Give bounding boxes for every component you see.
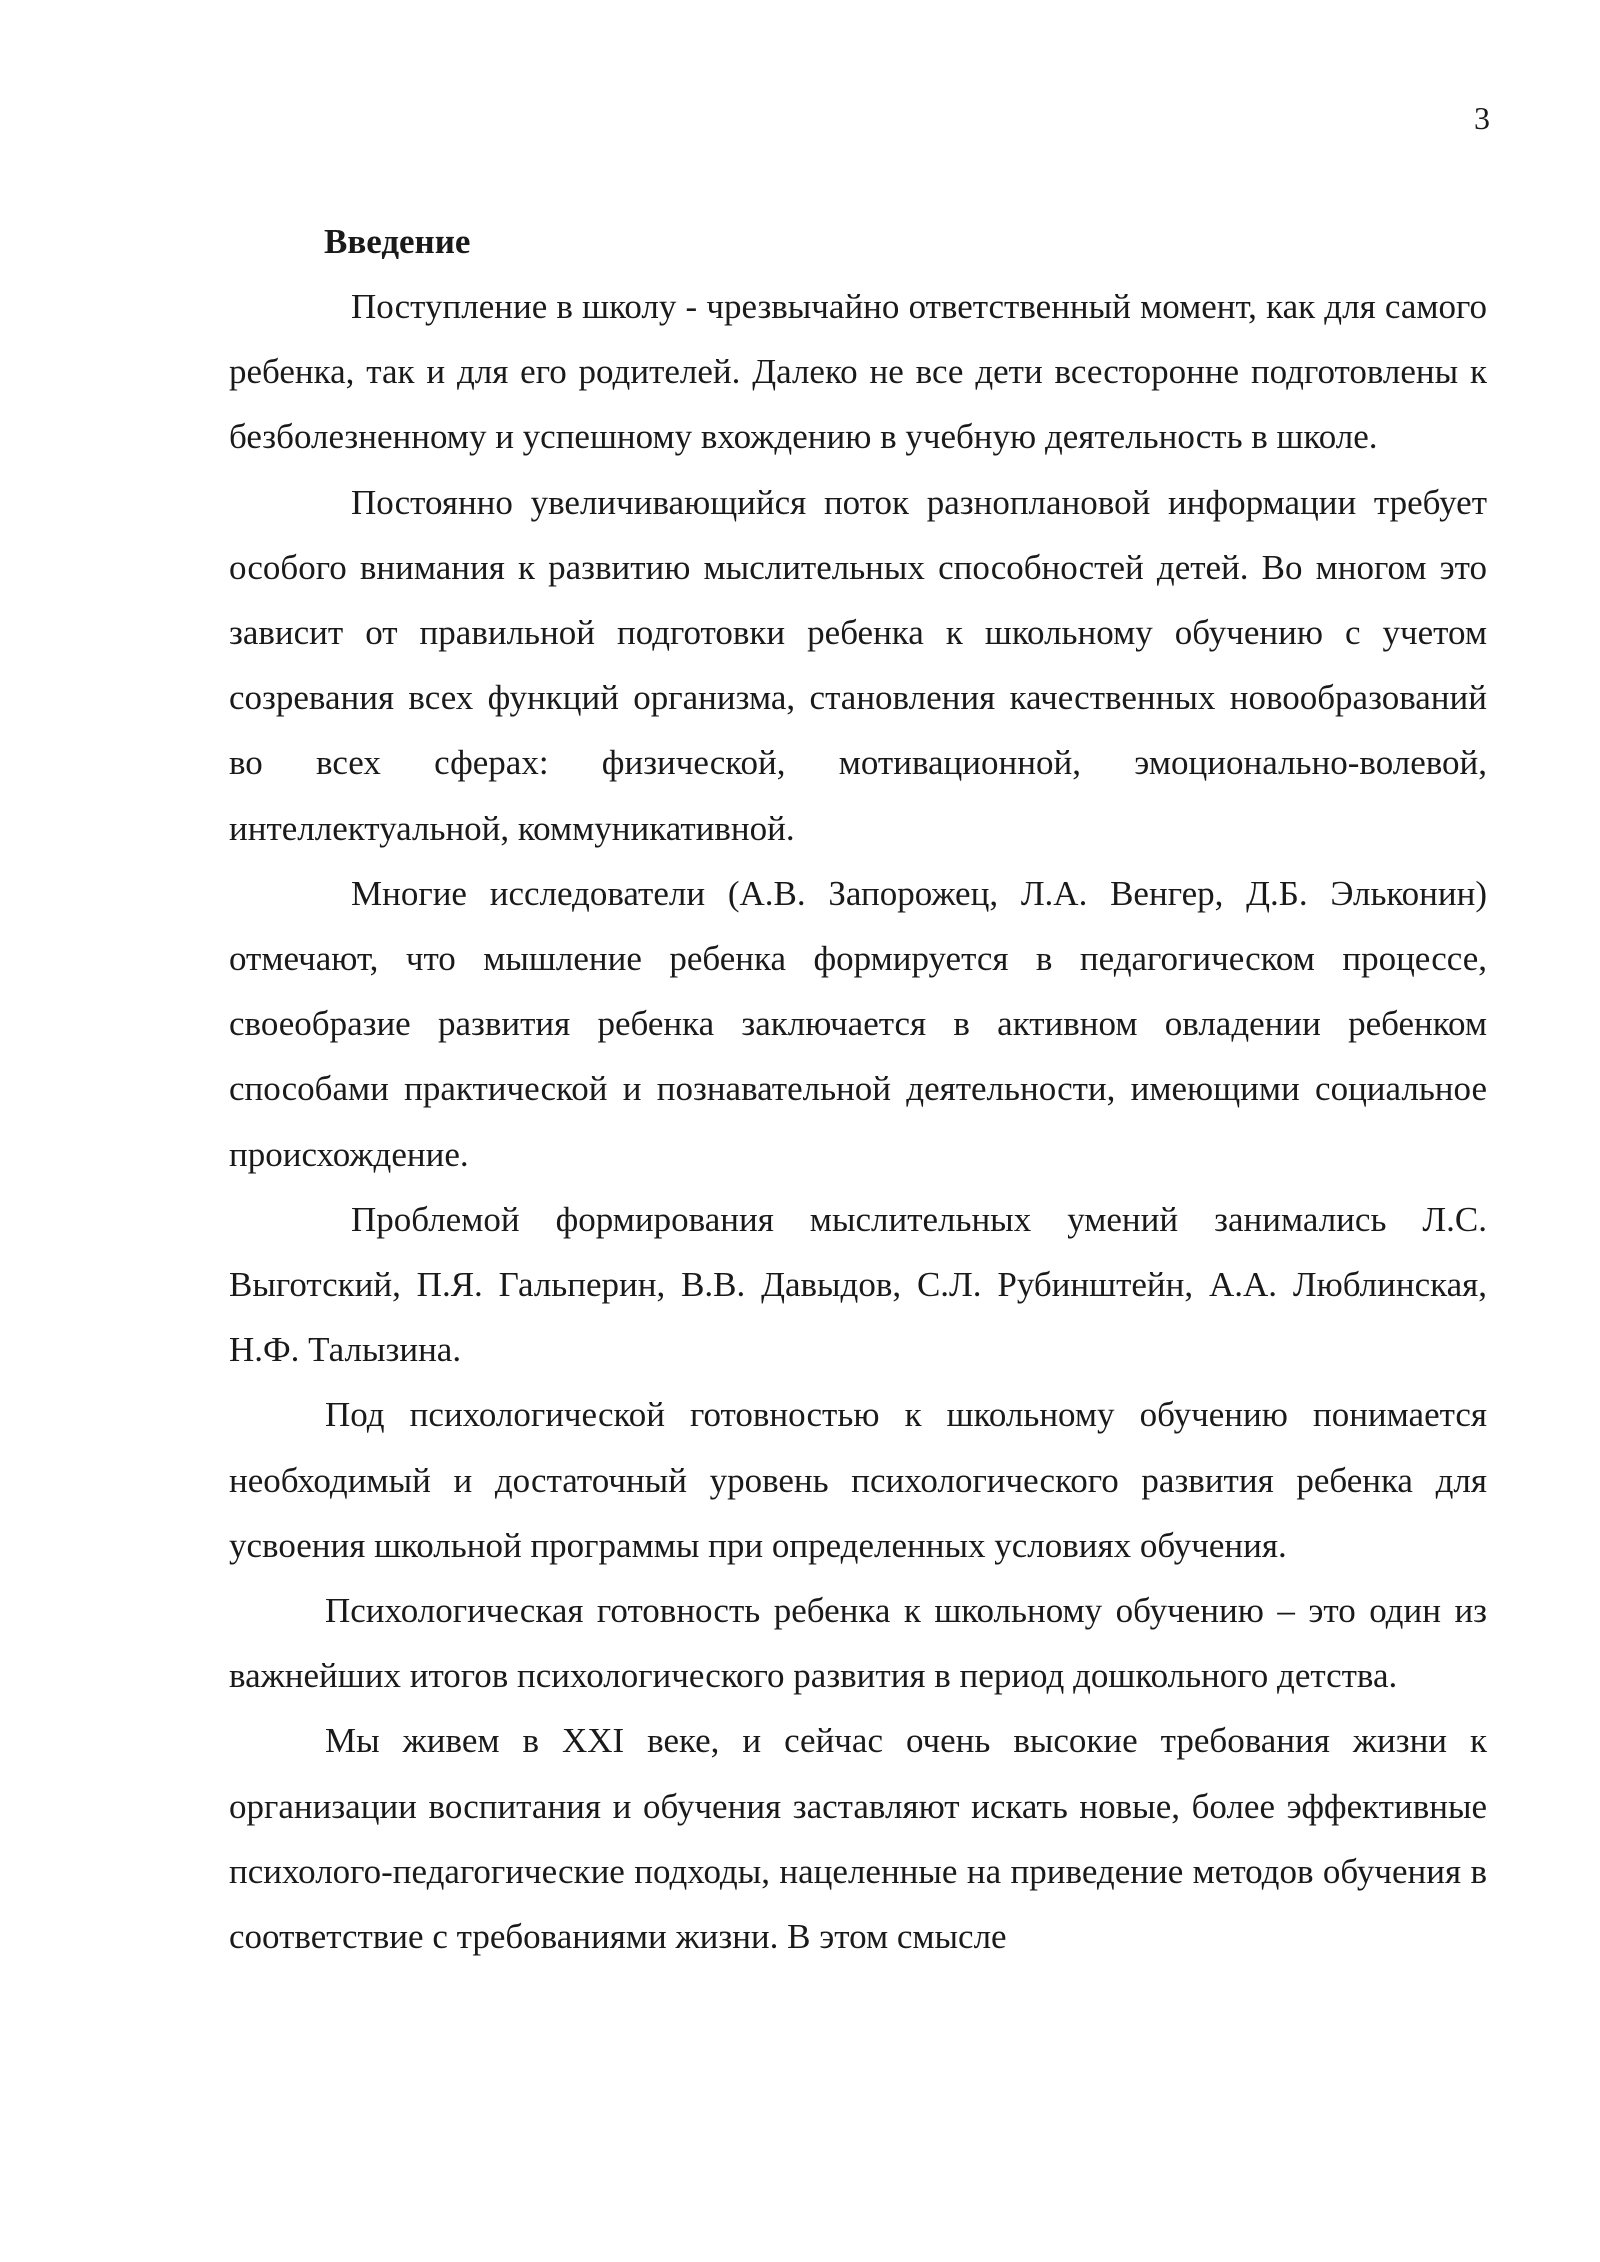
paragraph-4: Проблемой формирования мыслительных умений занимались Л.С. Выготский, П.Я. Гальперин, В.В. Давыдов, С.Л. Рубинштейн, А.А. Люблинская, Н.Ф. Талызина. — [229, 1199, 1487, 1370]
page-number: 3 — [1474, 100, 1490, 136]
paragraph-5: Под психологической готовностью к школьному обучению понимается необходимый и достаточный уровень психологического развития ребенка для усвоения школьной программы при определенных условиях обучения. — [229, 1395, 1487, 1565]
section-heading: Введение — [324, 222, 471, 261]
paragraph-7: Мы живем в XXI веке, и сейчас очень высокие требования жизни к организации воспитания и обучения заставляют искать новые, более эффективные психолого-педагогические подходы, нацеленные на приведение методов обучения в соответствие с требованиями жизни. В этом смысле — [229, 1721, 1487, 1957]
paragraph-1: Поступление в школу - чрезвычайно ответственный момент, как для самого ребенка, так и для его родителей. Далеко не все дети всесторонне подготовлены к безболезненному и успешному вхождению в учебную деятельность в школе. — [229, 287, 1487, 457]
paragraph-6: Психологическая готовность ребенка к школьному обучению – это один из важнейших итогов психологического развития в период дошкольного детства. — [229, 1591, 1487, 1696]
document-body — [229, 210, 1487, 1969]
paragraph-2: Постоянно увеличивающийся поток разноплановой информации требует особого внимания к развитию мыслительных способностей детей. Во многом это зависит от правильной подготовки ребенка к школьному обучению с учетом созревания всех функций организма, становления качественных новообразований во всех сферах: физической, мотивационной, эмоционально-волевой, интеллектуальной, коммуникативной. — [229, 482, 1487, 848]
paragraph-3: Многие исследователи (А.В. Запорожец, Л.А. Венгер, Д.Б. Эльконин) отмечают, что мышление ребенка формируется в педагогическом процессе, своеобразие развития ребенка заключается в активном овладении ребенком способами практической и познавательной деятельности, имеющими социальное происхождение. — [229, 873, 1487, 1174]
